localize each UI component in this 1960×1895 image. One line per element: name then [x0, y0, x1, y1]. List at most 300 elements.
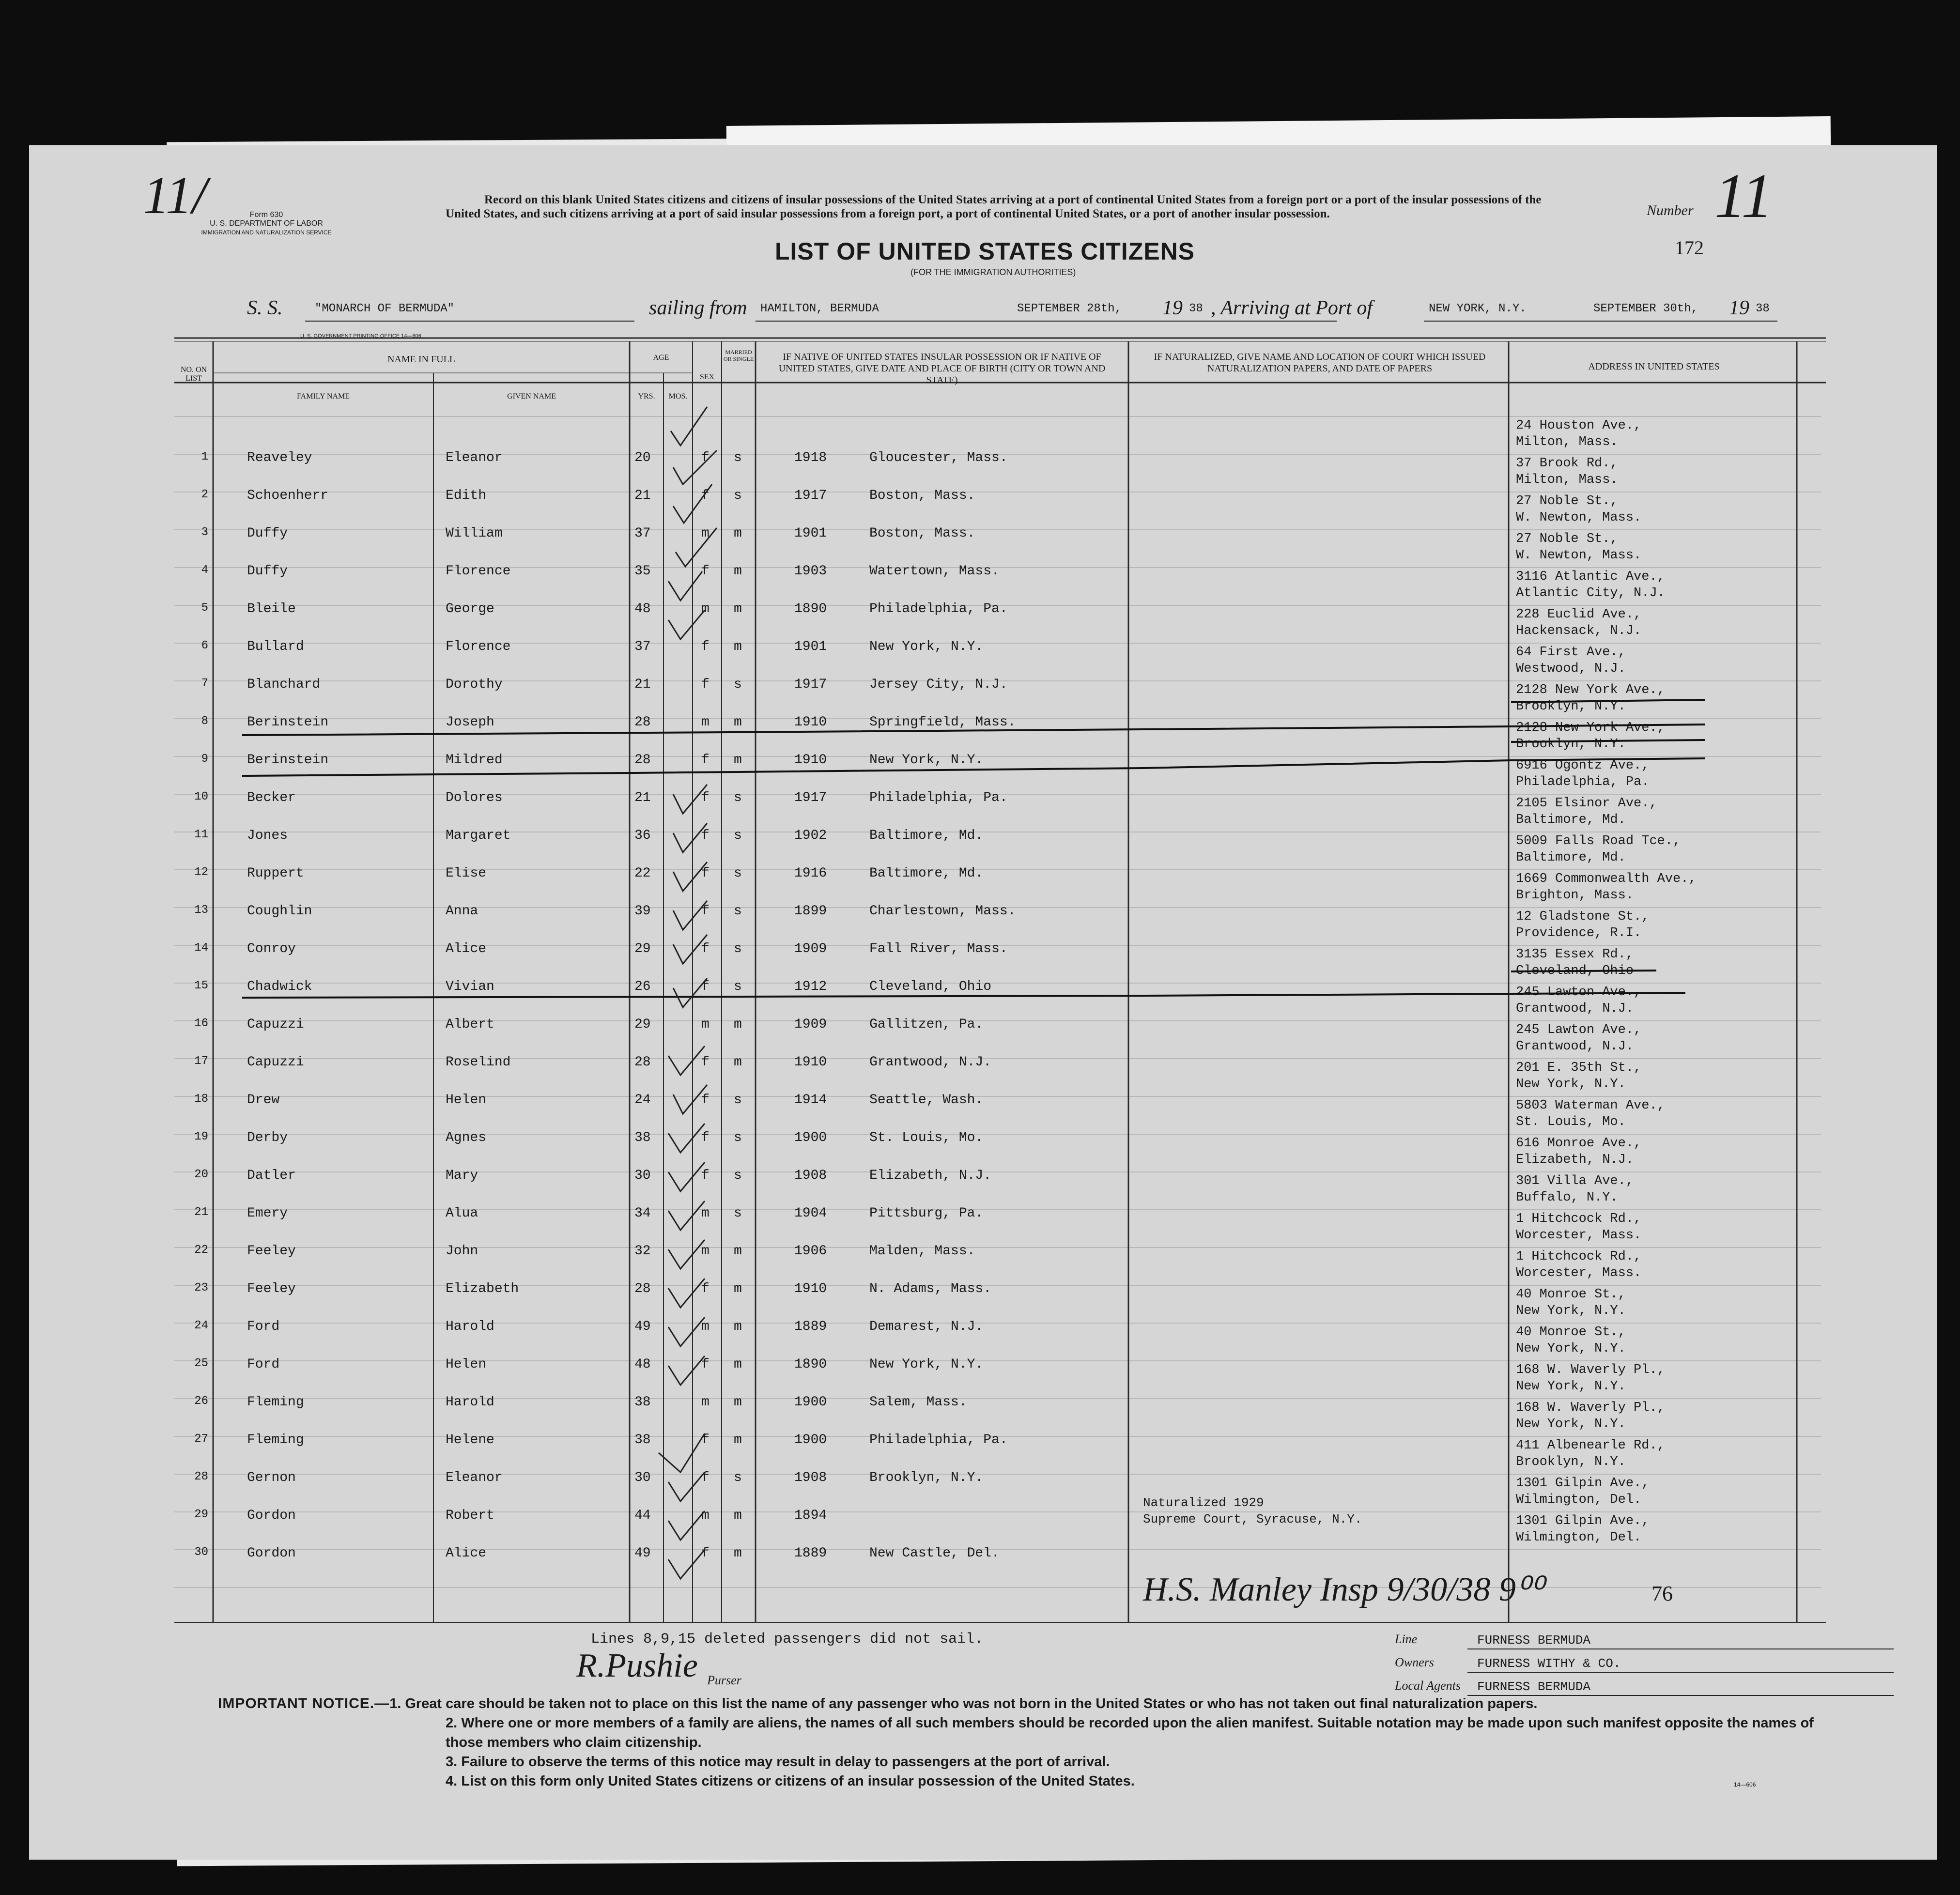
- birth-place: Watertown, Mass.: [869, 564, 1000, 579]
- birth-year: 1910: [794, 753, 827, 768]
- marital-status: s: [734, 450, 742, 465]
- ss-label: S. S.: [247, 297, 283, 319]
- given-name: Elizabeth: [446, 1281, 519, 1296]
- birth-year: 1910: [794, 1281, 827, 1296]
- family-name: Reaveley: [247, 450, 312, 465]
- marital-status: s: [734, 941, 742, 956]
- given-name: Florence: [446, 639, 511, 654]
- given-name: Florence: [446, 564, 511, 579]
- given-name: Dorothy: [446, 677, 503, 692]
- birth-place: Springfield, Mass.: [869, 715, 1016, 730]
- family-name: Conroy: [247, 941, 296, 956]
- age-years: 21: [634, 790, 651, 805]
- marital-status: m: [734, 1508, 742, 1523]
- given-name: Helen: [446, 1357, 487, 1372]
- age-years: 29: [634, 1017, 651, 1032]
- family-name: Capuzzi: [247, 1017, 304, 1032]
- given-name: Eleanor: [446, 1470, 503, 1485]
- birth-year: 1906: [794, 1244, 827, 1259]
- given-name: Vivian: [446, 979, 494, 994]
- address-line-2: Worcester, Mass.: [1516, 1266, 1642, 1280]
- sex: m: [701, 1206, 710, 1221]
- sex: f: [701, 1357, 710, 1372]
- age-years: 21: [634, 488, 651, 503]
- address-line-1: 2128 New York Ave.,: [1516, 683, 1665, 697]
- line-field: [1395, 1632, 1591, 1648]
- address-line-1: 40 Monroe St.,: [1516, 1287, 1626, 1302]
- address-line-1: 12 Gladstone St.,: [1516, 909, 1650, 924]
- address-line-2: Brighton, Mass.: [1516, 888, 1634, 903]
- notice-item-3: 3. Failure to observe the terms of this notice may result in delay to passengers at the port of arrival.: [446, 1754, 1110, 1770]
- marital-status: m: [734, 715, 742, 730]
- given-name: Margaret: [446, 828, 511, 843]
- address-line-1: 3116 Atlantic Ave.,: [1516, 570, 1665, 584]
- row-number: 7: [201, 677, 208, 690]
- row-number: 14: [194, 941, 208, 955]
- given-name: Agnes: [446, 1130, 487, 1145]
- arriving-label: , Arriving at Port of: [1211, 297, 1373, 319]
- line-value: FURNESS BERMUDA: [1477, 1633, 1591, 1648]
- header-naturalization: IF NATURALIZED, GIVE NAME AND LOCATION OF COURT WHICH ISSUED NATURALIZATION PAPERS, AND DATE OF PAPERS: [1154, 352, 1486, 374]
- address-line-2: Brooklyn, N.Y.: [1516, 1455, 1626, 1469]
- form-number: Form 630: [249, 211, 283, 219]
- sex: m: [701, 1319, 710, 1334]
- row-number: 26: [194, 1395, 208, 1408]
- birth-year: 1909: [794, 941, 827, 956]
- address-line-1: 168 W. Waverly Pl.,: [1516, 1363, 1665, 1377]
- marital-status: m: [734, 1319, 742, 1334]
- sex: f: [701, 979, 710, 994]
- header-address: ADDRESS IN UNITED STATES: [1588, 361, 1720, 372]
- family-name: Fleming: [247, 1433, 304, 1448]
- address-line-1: 2105 Elsinor Ave.,: [1516, 796, 1657, 811]
- address-line-1: 27 Noble St.,: [1516, 494, 1618, 508]
- family-name: Berinstein: [247, 715, 329, 730]
- address-line-2: New York, N.Y.: [1516, 1304, 1626, 1318]
- birth-place: Boston, Mass.: [869, 526, 975, 541]
- birth-place: Philadelphia, Pa.: [869, 601, 1008, 616]
- given-name: Harold: [446, 1395, 494, 1410]
- birth-year: 1917: [794, 677, 827, 692]
- family-name: Duffy: [247, 564, 288, 579]
- address-line-2: New York, N.Y.: [1516, 1341, 1626, 1356]
- notice-heading: IMPORTANT NOTICE.—: [218, 1695, 390, 1711]
- address-line-2: Elizabeth, N.J.: [1516, 1153, 1634, 1167]
- sex: f: [701, 677, 710, 692]
- birth-year: 1900: [794, 1433, 827, 1448]
- marital-status: s: [734, 1093, 742, 1108]
- sex: m: [701, 1244, 710, 1259]
- arrival-date: SEPTEMBER 30th,: [1593, 302, 1698, 315]
- given-name: Edith: [446, 488, 487, 503]
- age-years: 37: [634, 526, 651, 541]
- given-name: Eleanor: [446, 450, 503, 465]
- given-name: George: [446, 601, 494, 616]
- birth-place: Charlestown, Mass.: [869, 904, 1016, 919]
- header-married-single: MARRIED OR SINGLE: [723, 349, 754, 362]
- address-line-1: 1301 Gilpin Ave.,: [1516, 1476, 1650, 1491]
- address-line-1: 6916 Ogontz Ave.,: [1516, 758, 1650, 773]
- birth-place: Fall River, Mass.: [869, 941, 1008, 956]
- row-number: 15: [194, 979, 208, 992]
- age-years: 48: [634, 601, 651, 616]
- purser-label: Purser: [707, 1673, 741, 1687]
- age-years: 38: [634, 1433, 651, 1448]
- agents-label: Local Agents: [1395, 1679, 1461, 1693]
- given-name: Dolores: [446, 790, 503, 805]
- family-name: Berinstein: [247, 753, 329, 768]
- address-line-1: 64 First Ave.,: [1516, 645, 1626, 660]
- birth-place: Philadelphia, Pa.: [869, 790, 1008, 805]
- given-name: Roselind: [446, 1055, 511, 1070]
- owners-field: [1395, 1655, 1621, 1671]
- given-name: Helen: [446, 1093, 487, 1108]
- ship-name: "MONARCH OF BERMUDA": [315, 302, 455, 315]
- count-mark: 76: [1651, 1582, 1673, 1605]
- given-name: Alua: [446, 1206, 478, 1221]
- age-years: 22: [634, 866, 651, 881]
- agents-value: FURNESS BERMUDA: [1477, 1679, 1591, 1694]
- sex: f: [701, 753, 710, 768]
- given-name: William: [446, 526, 503, 541]
- marital-status: m: [734, 564, 742, 579]
- address-line-2: Brooklyn, N.Y.: [1516, 737, 1626, 752]
- family-name: Gernon: [247, 1470, 296, 1485]
- row-number: 21: [194, 1206, 208, 1219]
- birth-place: Cleveland, Ohio: [869, 979, 992, 994]
- sex: f: [701, 828, 710, 843]
- owners-label: Owners: [1395, 1655, 1434, 1669]
- given-name: Alice: [446, 941, 487, 956]
- birth-place: Malden, Mass.: [869, 1244, 975, 1259]
- row-number: 23: [194, 1281, 208, 1294]
- family-name: Blanchard: [247, 677, 321, 692]
- birth-year: 1899: [794, 904, 827, 919]
- number-label: Number: [1647, 202, 1694, 218]
- family-name: Jones: [247, 828, 288, 843]
- birth-year: 1916: [794, 866, 827, 881]
- family-name: Emery: [247, 1206, 288, 1221]
- row-number: 17: [194, 1055, 208, 1068]
- age-years: 28: [634, 1281, 651, 1296]
- family-name: Gordon: [247, 1508, 296, 1523]
- address-line-2: Cleveland, Ohio: [1516, 964, 1634, 978]
- family-name: Schoenherr: [247, 488, 329, 503]
- row-number: 19: [194, 1130, 208, 1143]
- age-years: 36: [634, 828, 651, 843]
- sex: m: [701, 526, 710, 541]
- address-line-1: 411 Albenearle Rd.,: [1516, 1438, 1665, 1453]
- address-line-1: 5009 Falls Road Tce.,: [1516, 834, 1681, 848]
- sex: m: [701, 1508, 710, 1523]
- record-instructions: Record on this blank United States citizens and citizens of insular possessions of the United States arriving at a port of continental United States from a foreign port or a port of the insular possessions of the United States, and such citizens arriving at a port of said insular possessions from a foreign port, a port of continental United States, or a port of another insular possession.: [446, 193, 1542, 220]
- address-line-1: 5803 Waterman Ave.,: [1516, 1098, 1665, 1113]
- arrival-year: 38: [1756, 302, 1770, 315]
- given-name: Anna: [446, 904, 478, 919]
- corner-handwritten-mark: 11/: [143, 166, 207, 225]
- address-line-2: New York, N.Y.: [1516, 1417, 1626, 1432]
- notice-item-4: 4. List on this form only United States citizens or citizens of an insular possession of the United States.: [446, 1773, 1135, 1789]
- sex: f: [701, 941, 710, 956]
- row-number: 4: [201, 564, 208, 577]
- address-line-2: Milton, Mass.: [1516, 435, 1618, 449]
- marital-status: s: [734, 790, 742, 805]
- row-number: 3: [201, 526, 208, 539]
- family-name: Drew: [247, 1093, 280, 1108]
- birth-place: Grantwood, N.J.: [869, 1055, 992, 1070]
- family-name: Coughlin: [247, 904, 312, 919]
- given-name: Helene: [446, 1433, 494, 1448]
- address-line-1: 27 Noble St.,: [1516, 532, 1618, 546]
- birth-year: 1894: [794, 1508, 827, 1523]
- marital-status: s: [734, 1470, 742, 1485]
- birth-year: 1918: [794, 450, 827, 465]
- marital-status: m: [734, 1017, 742, 1032]
- address-line-2: W. Newton, Mass.: [1516, 548, 1642, 563]
- address-line-1: 245 Lawton Ave.,: [1516, 985, 1642, 1000]
- address-line-1: 3135 Essex Rd.,: [1516, 947, 1634, 962]
- sex: f: [701, 450, 710, 465]
- age-years: 48: [634, 1357, 651, 1372]
- family-name: Gordon: [247, 1546, 296, 1561]
- address-line-1: 24 Houston Ave.,: [1516, 418, 1642, 433]
- birth-place: Philadelphia, Pa.: [869, 1433, 1008, 1448]
- given-name: Albert: [446, 1017, 494, 1032]
- naturalization-line-2: Supreme Court, Syracuse, N.Y.: [1143, 1512, 1362, 1526]
- birth-place: Pittsburg, Pa.: [869, 1206, 984, 1221]
- address-line-1: 616 Monroe Ave.,: [1516, 1136, 1642, 1151]
- row-number: 20: [194, 1168, 208, 1181]
- sex: f: [701, 1433, 710, 1448]
- purser-signature: R.Pushie: [576, 1647, 698, 1684]
- address-line-2: Wilmington, Del.: [1516, 1530, 1642, 1545]
- address-line-1: 37 Brook Rd.,: [1516, 456, 1618, 471]
- birth-year: 1901: [794, 526, 827, 541]
- age-years: 21: [634, 677, 651, 692]
- manifest-page: [29, 145, 1937, 1860]
- header-yrs: YRS.: [638, 392, 655, 401]
- arrival-year-prefix: 19: [1729, 297, 1749, 319]
- address-line-1: 1 Hitchcock Rd.,: [1516, 1212, 1642, 1226]
- table-row: [29, 418, 1937, 474]
- family-name: Ford: [247, 1357, 280, 1372]
- family-name: Chadwick: [247, 979, 312, 994]
- deleted-lines-note: Lines 8,9,15 deleted passengers did not sail.: [591, 1631, 984, 1648]
- row-number: 29: [194, 1508, 208, 1521]
- header-given-name: GIVEN NAME: [507, 392, 556, 401]
- marital-status: m: [734, 1433, 742, 1448]
- marital-status: m: [734, 1281, 742, 1296]
- age-years: 28: [634, 753, 651, 768]
- row-number: 12: [194, 866, 208, 879]
- age-years: 35: [634, 564, 651, 579]
- family-name: Capuzzi: [247, 1055, 304, 1070]
- address-line-2: Westwood, N.J.: [1516, 662, 1626, 676]
- sex: m: [701, 1395, 710, 1410]
- important-notice: [218, 1694, 1836, 1791]
- year-prefix: 19: [1162, 297, 1183, 319]
- header-no-on-list: NO. ON LIST: [180, 366, 207, 383]
- address-line-2: Baltimore, Md.: [1516, 813, 1626, 827]
- row-number: 8: [201, 715, 208, 728]
- marital-status: s: [734, 979, 742, 994]
- address-line-2: Grantwood, N.J.: [1516, 1039, 1634, 1054]
- family-name: Fleming: [247, 1395, 304, 1410]
- age-years: 34: [634, 1206, 651, 1221]
- age-years: 49: [634, 1546, 651, 1561]
- row-number: 5: [201, 601, 208, 615]
- given-name: Robert: [446, 1508, 494, 1523]
- birth-place: Jersey City, N.J.: [869, 677, 1008, 692]
- header-age: AGE: [653, 354, 669, 362]
- birth-year: 1912: [794, 979, 827, 994]
- address-line-1: 301 Villa Ave.,: [1516, 1174, 1634, 1188]
- birth-place: Seattle, Wash.: [869, 1093, 984, 1108]
- sex: f: [701, 1130, 710, 1145]
- line-underline: [1467, 1648, 1894, 1649]
- birth-year: 1914: [794, 1093, 827, 1108]
- birth-place: New Castle, Del.: [869, 1546, 1000, 1561]
- marital-status: s: [734, 488, 742, 503]
- address-line-1: 2128 New York Ave.,: [1516, 721, 1665, 735]
- birth-year: 1900: [794, 1395, 827, 1410]
- marital-status: s: [734, 866, 742, 881]
- row-number: 28: [194, 1470, 208, 1483]
- age-years: 30: [634, 1168, 651, 1183]
- address-line-1: 1301 Gilpin Ave.,: [1516, 1514, 1650, 1528]
- family-name: Feeley: [247, 1244, 296, 1259]
- birth-place: Brooklyn, N.Y.: [869, 1470, 984, 1485]
- header-name-in-full: NAME IN FULL: [387, 354, 455, 365]
- address-line-2: Baltimore, Md.: [1516, 850, 1626, 865]
- sailing-from-label: sailing from: [649, 297, 747, 319]
- birth-year: 1909: [794, 1017, 827, 1032]
- given-name: Harold: [446, 1319, 494, 1334]
- header-sex: SEX: [699, 373, 715, 381]
- sex: m: [701, 601, 710, 616]
- marital-status: m: [734, 1244, 742, 1259]
- age-years: 39: [634, 904, 651, 919]
- birth-place: Elizabeth, N.J.: [869, 1168, 992, 1183]
- family-name: Duffy: [247, 526, 288, 541]
- address-line-2: St. Louis, Mo.: [1516, 1115, 1626, 1129]
- marital-status: s: [734, 1130, 742, 1145]
- address-line-2: Buffalo, N.Y.: [1516, 1190, 1618, 1205]
- birth-place: New York, N.Y.: [869, 639, 984, 654]
- given-name: John: [446, 1244, 478, 1259]
- age-years: 24: [634, 1093, 651, 1108]
- birth-year: 1889: [794, 1546, 827, 1561]
- row-number: 1: [201, 450, 208, 463]
- age-years: 30: [634, 1470, 651, 1485]
- address-line-2: Brooklyn, N.Y.: [1516, 699, 1626, 714]
- notice-item-2: 2. Where one or more members of a family are aliens, the names of all such members should be recorded upon the alien manifest. Suitable notation may be made upon such manifest opposite the names of those members who claim citizenship.: [446, 1715, 1814, 1750]
- address-line-2: Worcester, Mass.: [1516, 1228, 1642, 1243]
- header-family-name: FAMILY NAME: [296, 392, 350, 401]
- birth-year: 1910: [794, 1055, 827, 1070]
- department-name: U. S. DEPARTMENT OF LABOR: [210, 219, 323, 228]
- sex: f: [701, 1281, 710, 1296]
- sex: f: [701, 1055, 710, 1070]
- row-number: 13: [194, 904, 208, 917]
- address-line-2: Hackensack, N.J.: [1516, 624, 1642, 638]
- birth-place: Gallitzen, Pa.: [869, 1017, 984, 1032]
- family-name: Ruppert: [247, 866, 304, 881]
- birth-place: Demarest, N.J.: [869, 1319, 984, 1334]
- sex: f: [701, 1546, 710, 1561]
- marital-status: m: [734, 526, 742, 541]
- sex: f: [701, 1168, 710, 1183]
- address-line-1: 168 W. Waverly Pl.,: [1516, 1401, 1665, 1415]
- given-name: Joseph: [446, 715, 494, 730]
- birth-year: 1910: [794, 715, 827, 730]
- birth-year: 1908: [794, 1168, 827, 1183]
- row-number: 11: [194, 828, 208, 841]
- row-number: 16: [194, 1017, 208, 1030]
- age-years: 44: [634, 1508, 651, 1523]
- age-years: 38: [634, 1130, 651, 1145]
- header-birth-place: IF NATIVE OF UNITED STATES INSULAR POSSESSION OR IF NATIVE OF UNITED STATES, GIVE DATE AND PLACE OF BIRTH (CITY OR TOWN AND STATE): [778, 352, 1106, 385]
- row-number: 9: [201, 753, 208, 766]
- row-number: 22: [194, 1244, 208, 1257]
- marital-status: m: [734, 1357, 742, 1372]
- family-name: Ford: [247, 1319, 280, 1334]
- birth-year: 1890: [794, 1357, 827, 1372]
- sex: f: [701, 1093, 710, 1108]
- list-number: 11: [1714, 161, 1773, 231]
- age-years: 49: [634, 1319, 651, 1334]
- sex: f: [701, 564, 710, 579]
- age-years: 26: [634, 979, 651, 994]
- birth-place: Salem, Mass.: [869, 1395, 967, 1410]
- departure-date: SEPTEMBER 28th,: [1017, 302, 1122, 315]
- birth-place: New York, N.Y.: [869, 753, 984, 768]
- given-name: Elise: [446, 866, 487, 881]
- line-label: Line: [1395, 1632, 1418, 1646]
- row-number: 24: [194, 1319, 208, 1332]
- given-name: Mildred: [446, 753, 503, 768]
- arrival-port: NEW YORK, N.Y.: [1429, 302, 1527, 315]
- address-line-2: Philadelphia, Pa.: [1516, 775, 1650, 789]
- row-number: 18: [194, 1093, 208, 1106]
- age-years: 37: [634, 639, 651, 654]
- sex: f: [701, 790, 710, 805]
- sex: f: [701, 639, 710, 654]
- row-number: 25: [194, 1357, 208, 1370]
- birth-year: 1900: [794, 1130, 827, 1145]
- address-line-2: Wilmington, Del.: [1516, 1493, 1642, 1507]
- row-number: 30: [194, 1546, 208, 1559]
- address-line-2: Providence, R.I.: [1516, 926, 1642, 940]
- age-years: 29: [634, 941, 651, 956]
- notice-item-1: 1. Great care should be taken not to place on this list the name of any passenger who was not born in the United States or who has not taken out final naturalization papers.: [389, 1696, 1538, 1711]
- form-code: 14—606: [1734, 1781, 1756, 1788]
- family-name: Becker: [247, 790, 296, 805]
- family-name: Bullard: [247, 639, 304, 654]
- family-name: Derby: [247, 1130, 288, 1145]
- address-line-2: New York, N.Y.: [1516, 1077, 1626, 1092]
- departure-year: 38: [1189, 302, 1203, 315]
- row-number: 27: [194, 1433, 208, 1446]
- address-line-2: Atlantic City, N.J.: [1516, 586, 1665, 601]
- birth-year: 1917: [794, 488, 827, 503]
- printer-mark: U. S. GOVERNMENT PRINTING OFFICE 14—606: [300, 333, 421, 339]
- birth-place: Boston, Mass.: [869, 488, 975, 503]
- header-mos: MOS.: [668, 392, 688, 401]
- sex: f: [701, 488, 710, 503]
- address-line-2: Grantwood, N.J.: [1516, 1001, 1634, 1016]
- address-line-1: 1 Hitchcock Rd.,: [1516, 1249, 1642, 1264]
